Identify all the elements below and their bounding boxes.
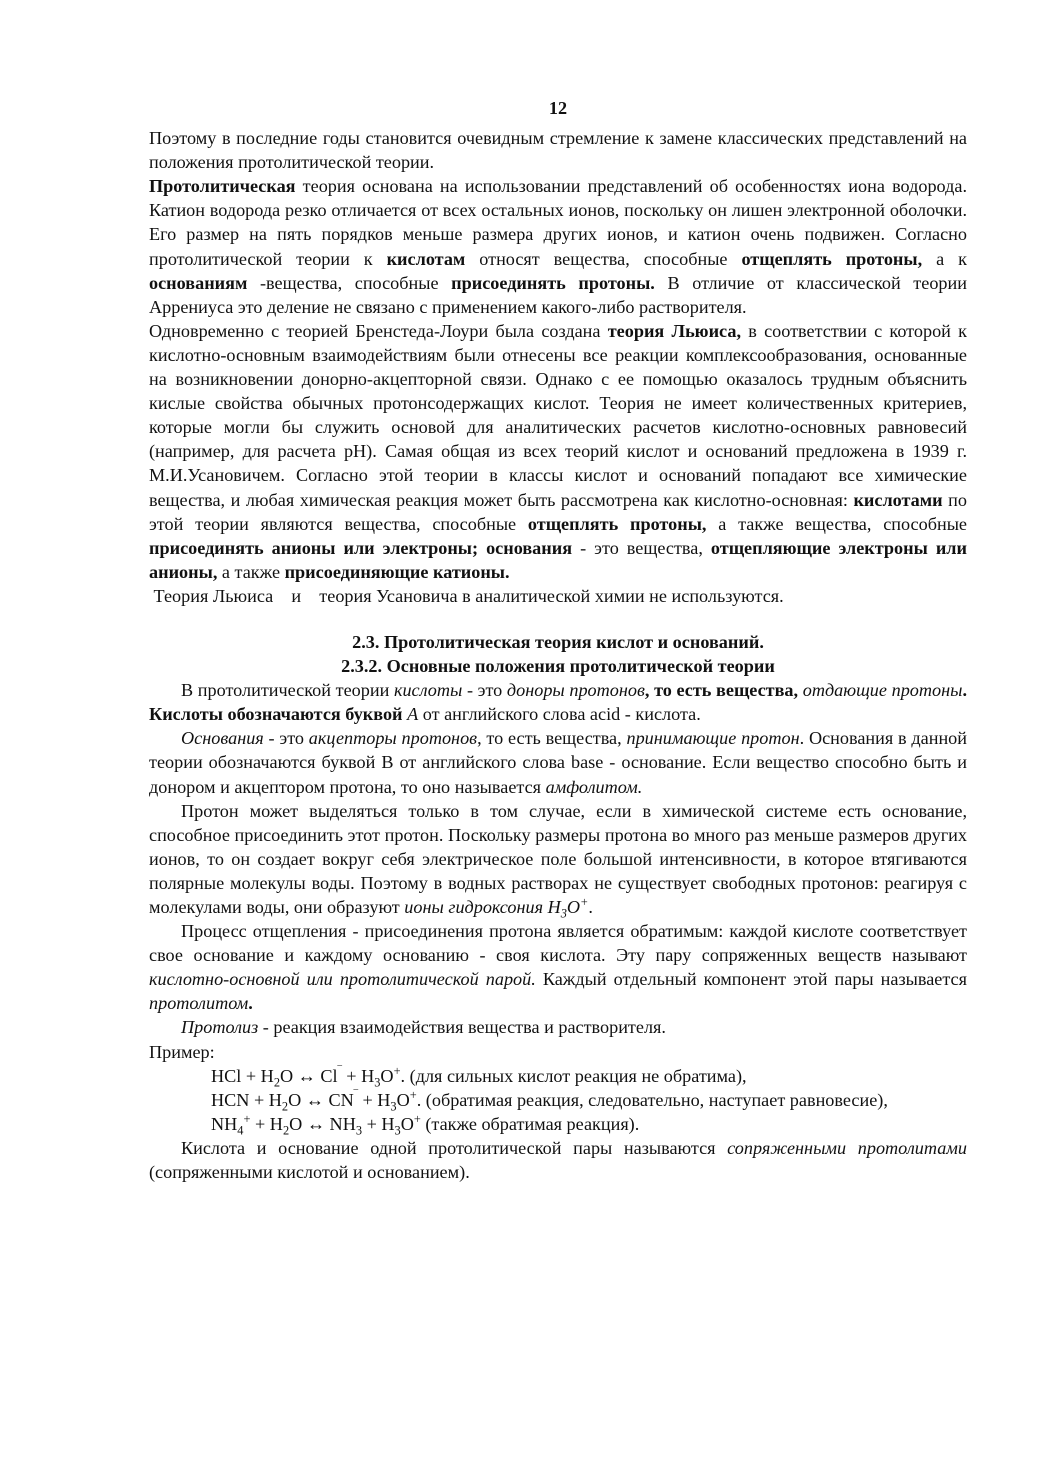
document-page	[149, 96, 967, 1184]
paragraph-conjugate-pair	[149, 919, 967, 1015]
text-run: относят вещества, способные	[465, 248, 742, 269]
bold-term: отщепляющие электроны или анионы,	[149, 537, 967, 582]
bold-term: , то есть вещества,	[644, 680, 803, 701]
text-run: (также обратимая реакция).	[420, 1113, 640, 1134]
example-label: Пример:	[149, 1041, 215, 1062]
text-run: O	[566, 897, 581, 917]
paragraph-protolytic-theory	[149, 174, 967, 319]
text-run: от английского слова acid - кислота.	[418, 704, 701, 725]
text-run: + H	[250, 1113, 283, 1134]
bold-term: кислотам	[386, 248, 466, 269]
text-run: в соответствии с которой к кислотно-основным взаимодействиям были отнесены все реакции комплексообразования, основанные на возникновении донорно-акцепторной связи. Однако с ее помощью оказалось трудным объяснить кислые свойства обычных протонсодержащих кислот. Теория не имеет количественных критериев, которые могли бы служить основой для аналитических расчетов кислотно-основных равновесий (например, для расчета pH). Самая общая из всех теорий кислот и оснований предложена в 1939 г. М.И.Усановичем. Согласно этой теории в классы кислот и оснований попадают все химические вещества, и любая химическая реакция может быть рассмотрена как кислотно-основная:	[149, 320, 967, 510]
paragraph-conjugate-protolytes	[149, 1136, 967, 1184]
superscript: ‾	[353, 1087, 358, 1102]
text-run: - реакция взаимодействия вещества и растворителя.	[258, 1017, 666, 1038]
page-number: 12	[548, 98, 568, 118]
bold-term: . Кислоты обозначаются буквой	[149, 680, 967, 725]
text-run: - это	[263, 728, 309, 749]
text-run: В протолитической теории	[181, 680, 394, 701]
subscript: 3	[390, 1099, 397, 1114]
text-run: а к	[922, 248, 967, 269]
text-run: (сопряженными кислотой и основанием).	[149, 1162, 470, 1183]
text-run: HCN + H	[211, 1089, 282, 1110]
subscript: 3	[560, 906, 567, 921]
text-run: .	[588, 897, 593, 917]
italic-term: Основания	[181, 728, 264, 749]
text-run: - это	[462, 680, 507, 701]
equation-hcn	[149, 1088, 967, 1112]
italic-term: амфолитом.	[545, 776, 643, 797]
text-run: O ↔ CN	[288, 1089, 354, 1110]
paragraph-lewis-usanovich	[149, 319, 967, 584]
bold-term: теория Льюиса,	[607, 320, 741, 341]
bold-term: отщеплять протоны,	[741, 248, 923, 269]
italic-term: сопряженными протолитами	[727, 1137, 967, 1158]
text-run: ионы гидроксония H	[404, 897, 561, 917]
text-run: по этой теории являются вещества, способные	[149, 489, 968, 534]
superscript: +	[409, 1087, 417, 1102]
italic-term: Протолиз	[181, 1017, 259, 1038]
subscript: 3	[394, 1123, 401, 1138]
text-run: -вещества, способные	[247, 272, 452, 293]
text-run: O	[380, 1065, 394, 1086]
superscript: +	[413, 1111, 421, 1126]
italic-term: протолитом	[149, 993, 249, 1014]
paragraph-proton	[149, 799, 967, 919]
text-run: Кислота и основание одной протолитической пары называются	[181, 1137, 728, 1158]
superscript: +	[580, 894, 589, 909]
text-run: Процесс отщепления - присоединения протона является обратимым: каждой кислоте соответствует свое основание и каждому основанию - своя кислота. Эту пару сопряженных веществ называют	[149, 921, 967, 966]
bold-term: присоединять анионы или электроны; основания	[149, 537, 573, 558]
subscript: 2	[282, 1123, 290, 1138]
text-run: , то есть вещества,	[477, 728, 627, 749]
bold-term: кислотами	[853, 489, 943, 510]
text-run: а также	[217, 561, 285, 582]
paragraph-protolysis	[149, 1015, 967, 1039]
text-run: Каждый отдельный компонент этой пары называется	[535, 969, 967, 990]
text-run: . (обратимая реакция, следовательно, наступает равновесие),	[416, 1089, 888, 1110]
text-run: O	[396, 1089, 410, 1110]
subscript: 2	[273, 1075, 280, 1090]
bold-term: присоединять протоны.	[451, 272, 655, 293]
text-run: + H	[341, 1065, 375, 1086]
paragraph-intro: Поэтому в последние годы становится очевидным стремление к замене классических представлений на положения протолитической теории.	[149, 128, 967, 173]
superscript: +	[243, 1111, 251, 1126]
spacer	[149, 608, 967, 630]
superscript: +	[393, 1063, 401, 1078]
text-run: + H	[362, 1113, 395, 1134]
italic-term: отдающие протоны	[802, 680, 963, 701]
text-run: - это вещества,	[572, 537, 711, 558]
equation-nh4	[149, 1112, 967, 1136]
text-run: . (для сильных кислот реакция не обратима),	[400, 1065, 747, 1086]
italic-term: кислоты	[393, 680, 463, 701]
text-run: В отличие от классической теории Аррениуса это деление не связано с применением какого-либо растворителя.	[149, 272, 967, 317]
text-run: NH	[211, 1113, 238, 1134]
italic-term: акцепторы протонов	[308, 728, 478, 749]
paragraph-acids	[149, 678, 967, 726]
text-run: а также вещества, способные	[706, 513, 967, 534]
text-run: . Основания в данной теории обозначаются буквой В от английского слова base - основание. Если вещество способно быть и донором и акцептором протона, то оно называется	[149, 728, 968, 797]
text-run: + H	[357, 1089, 391, 1110]
subscript: 4	[237, 1123, 244, 1138]
paragraph-not-used: Теория Льюиса и теория Усановича в аналитической химии не используются.	[149, 585, 784, 606]
text-run: Одновременно с теорией Бренстеда-Лоури была создана	[149, 320, 608, 341]
italic-term: доноры протонов	[506, 680, 645, 701]
text-run: O ↔ NH	[289, 1113, 356, 1134]
equation-hcl	[149, 1064, 967, 1088]
paragraph-bases	[149, 726, 967, 798]
bold-term: основаниям	[149, 272, 248, 293]
subsection-heading: 2.3.2. Основные положения протолитической теории	[341, 656, 775, 677]
superscript: ‾	[337, 1063, 342, 1078]
text-run: O	[400, 1113, 414, 1134]
text-run: Протон может выделяться только в том случае, если в химической системе есть основание, способное присоединить этот протон. Поскольку размеры протона во много раз меньше размеров других ионов, то он создает вокруг себя электрическое поле большой интенсивности, в которое втягиваются полярные молекулы воды. Поэтому в водных растворах не существует свободных протонов: реагируя с молекулами воды, они образуют	[149, 800, 967, 917]
italic-term: кислотно-основной или протолитической парой.	[149, 969, 536, 990]
subscript: 3	[374, 1075, 381, 1090]
text-run: HCl + H	[211, 1065, 274, 1086]
subscript: 2	[281, 1099, 289, 1114]
text-run: O ↔ Cl	[280, 1065, 338, 1086]
italic-term: принимающие протон	[626, 728, 800, 749]
text-run: теория основана на использовании представлений об особенностях иона водорода. Катион водорода резко отличается от всех остальных ионов, поскольку он лишен электронной оболочки. Его размер на пять порядков меньше размера других ионов, и катион очень подвижен. Согласно протолитической теории к	[149, 176, 967, 269]
bold-term: присоединяющие катионы.	[284, 561, 510, 582]
section-heading: 2.3. Протолитическая теория кислот и оснований.	[352, 631, 764, 652]
bold-term: Протолитическая	[149, 176, 296, 197]
subscript: 3	[355, 1123, 363, 1138]
bold-term: отщеплять протоны,	[527, 513, 707, 534]
italic-term	[404, 894, 589, 921]
bold-term: .	[248, 993, 253, 1014]
italic-term: А	[407, 704, 419, 725]
